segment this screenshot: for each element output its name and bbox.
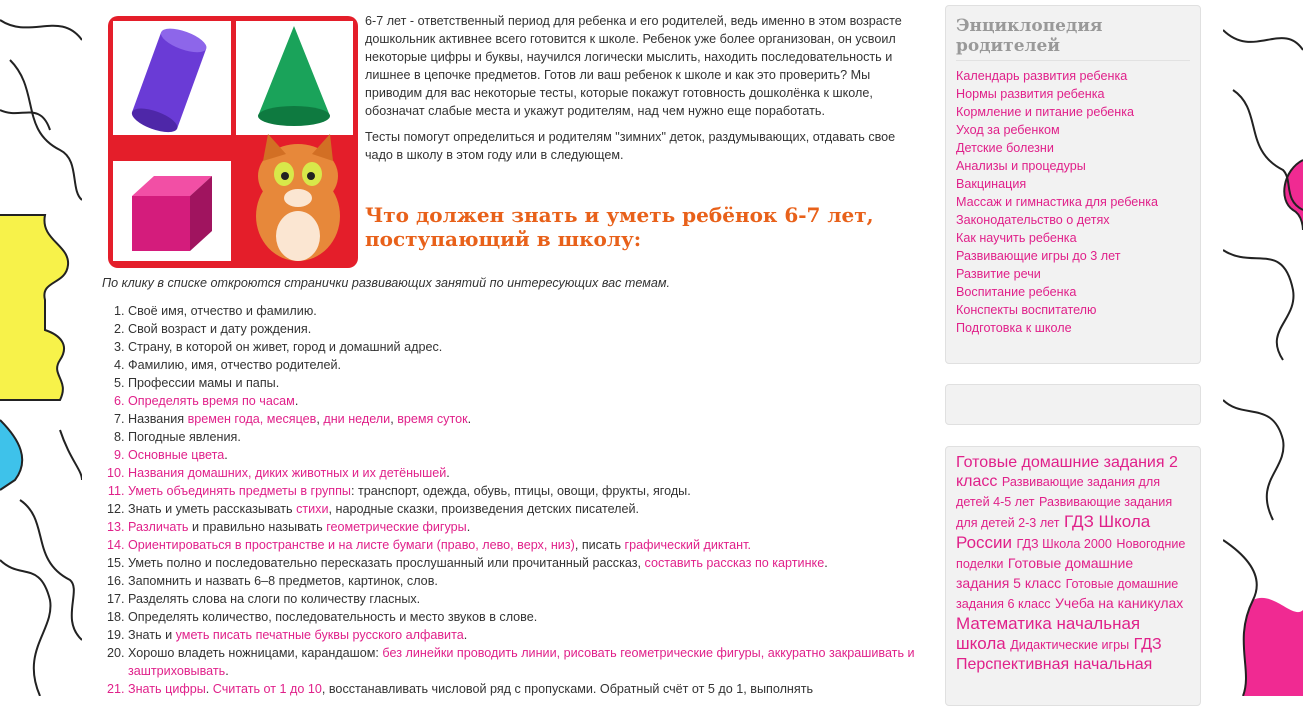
distinguish-link[interactable]: Различать (128, 520, 189, 534)
list-item (128, 392, 928, 410)
list-item-text: Названия (128, 412, 188, 426)
list-item-text: : транспорт, одежда, обувь, птицы, овощи, фрукты, ягоды. (350, 484, 691, 498)
list-item (128, 356, 928, 374)
list-item-text: Уметь полно и последовательно пересказать прослушанный или прочитанный рассказ, (128, 556, 645, 570)
tag-link[interactable]: ГДЗ Школа России (956, 512, 1151, 552)
clock-time-link[interactable]: Определять время по часам (128, 394, 295, 408)
list-item-text: Погодные явления. (128, 430, 241, 444)
sidebar-link-vaccination[interactable]: Вакцинация (956, 177, 1027, 191)
tag-link[interactable]: ГДЗ (1133, 636, 1162, 653)
list-item-text: , (390, 412, 398, 426)
graphic-dictation-link[interactable]: графический диктант. (624, 538, 751, 552)
list-item (128, 536, 928, 554)
list-item-text: Своё имя, отчество и фамилию. (128, 304, 317, 318)
intro-paragraph-2: Тесты помогут определиться и родителям "зимних" деток, раздумывающих, отдавать свое чадо в школу в этом году или в следующем. (365, 130, 896, 162)
sidebar-link-games[interactable]: Развивающие игры до 3 лет (956, 249, 1121, 263)
list-item-text: Знать и (128, 628, 176, 642)
list-item-text: Хорошо владеть ножницами, карандашом: (128, 646, 383, 660)
tag-link[interactable]: Готовые домашние задания 6 класс (956, 577, 1179, 611)
list-item-text: . (225, 664, 229, 678)
list-item (128, 302, 928, 320)
list-item-text: . (466, 520, 471, 534)
list-item-text: Разделять слова на слоги по количеству гласных. (128, 592, 421, 606)
grouping-objects-link[interactable]: Уметь объединять предметы в группы (128, 484, 351, 498)
list-item (128, 590, 928, 608)
list-item (128, 554, 928, 572)
list-item-text: . (294, 394, 299, 408)
list-item (128, 482, 928, 500)
sidebar-link-diseases[interactable]: Детские болезни (956, 141, 1054, 155)
list-item (128, 572, 928, 590)
list-item (128, 500, 928, 518)
sidebar-link-speech[interactable]: Развитие речи (956, 267, 1041, 281)
tag-link[interactable]: Развивающие задания для детей 2-3 лет (956, 495, 1173, 530)
sidebar-link-massage[interactable]: Массаж и гимнастика для ребенка (956, 195, 1159, 209)
tag-link[interactable]: Перспективная начальная (956, 656, 1153, 673)
list-item (128, 446, 928, 464)
tag-link[interactable]: Готовые домашние задания 5 класс (956, 555, 1134, 591)
know-digits-link[interactable]: Знать цифры (128, 682, 206, 696)
list-item-text: , народные сказки, произведения детских писателей. (328, 502, 640, 516)
list-item (128, 374, 928, 392)
sidebar-link-tests[interactable]: Анализы и процедуры (956, 159, 1086, 173)
count-to-ten-link[interactable]: Считать от 1 до 10 (212, 682, 322, 696)
tag-cloud-widget (945, 446, 1201, 706)
list-item-text: , (316, 412, 324, 426)
seasons-months-link[interactable]: времен года, месяцев (187, 412, 317, 426)
list-item-text: . (467, 412, 472, 426)
parents-encyclopedia-widget (945, 5, 1201, 364)
weekdays-link[interactable]: дни недели (323, 412, 391, 426)
list-item-text: Определять количество, последовательность и место звуков в слове. (128, 610, 538, 624)
widget-title: Энциклопедия родителей (956, 16, 1190, 61)
list-item (128, 338, 928, 356)
list-item (128, 680, 928, 698)
time-of-day-link[interactable]: время суток (397, 412, 468, 426)
sidebar-link-lesson-plans[interactable]: Конспекты воспитателю (956, 303, 1097, 317)
tag-link[interactable]: Развивающие задания для детей 4-5 лет (956, 475, 1161, 509)
list-item-text: . (446, 466, 450, 480)
list-item-text: Запомнить и назвать 6–8 предметов, картинок, слов. (128, 574, 438, 588)
list-item-text: . (463, 628, 468, 642)
puzzle-background-right (1223, 0, 1303, 696)
list-item-text: Страну, в которой он живет, город и домашний адрес. (128, 340, 443, 354)
page-wrapper (82, 0, 1223, 696)
intro-text (365, 12, 925, 172)
sidebar-link-school-prep[interactable]: Подготовка к школе (956, 321, 1072, 335)
sidebar (945, 5, 1201, 706)
poems-link[interactable]: стихи (296, 502, 329, 516)
list-item-text: . (205, 682, 213, 696)
list-item (128, 464, 928, 482)
list-item (128, 428, 928, 446)
puzzle-background-left (0, 0, 82, 696)
sidebar-link-legislation[interactable]: Законодательство о детях (956, 213, 1110, 227)
list-item (128, 608, 928, 626)
tag-link[interactable]: Учеба на каникулах (1055, 595, 1184, 611)
sidebar-link-upbringing[interactable]: Воспитание ребенка (956, 285, 1077, 299)
basic-colors-link[interactable]: Основные цвета (128, 448, 225, 462)
list-item-text: Профессии мамы и папы. (128, 376, 280, 390)
list-item-text: . (824, 556, 828, 570)
empty-widget (945, 384, 1201, 425)
tag-link[interactable]: Математика начальная школа (956, 614, 1141, 653)
list-item-text: , писать (574, 538, 625, 552)
list-item-text: , восстанавливать числовой ряд с пропусками. Обратный счёт от 5 до 1, выполнять (321, 682, 814, 696)
sidebar-link-child-care[interactable]: Уход за ребенком (956, 123, 1060, 137)
list-item (128, 644, 928, 680)
geometric-shapes-cat-illustration (108, 16, 358, 268)
list-item-text: Знать и уметь рассказывать (128, 502, 297, 516)
tag-link[interactable]: ГДЗ Школа 2000 (1016, 537, 1112, 551)
list-item (128, 626, 928, 644)
print-letters-link[interactable]: уметь писать печатные буквы русского алфавита (175, 628, 464, 642)
list-item-text: Фамилию, имя, отчество родителей. (128, 358, 341, 372)
list-item (128, 518, 928, 536)
list-item-text: . (224, 448, 228, 462)
tag-link[interactable]: Новогодние поделки (956, 537, 1186, 571)
tag-link[interactable]: Готовые домашние задания 2 класс (956, 454, 1178, 490)
skills-list (102, 302, 928, 698)
intro-paragraph-1: 6-7 лет - ответственный период для ребенка и его родителей, ведь именно в этом возрасте дошкольник активнее всего готовится к школе. Ребенок уже более организован, он усвоил некоторые цифры и буквы, научился логически мыслить, находить последовательность и лишнее в цепочке предметов. Готов ли ваш ребенок к школе и как это проверить? Мы приводим для вас некоторые тесты, которые покажут готовность дошколёнка к школе, обозначат слабые места и укажут родителям, над чем нужно еще поработать. (365, 14, 902, 118)
picture-story-link[interactable]: составить рассказ по картинке (644, 556, 825, 570)
list-item (128, 320, 928, 338)
list-caption: По клику в списке откроются странички развивающих занятий по интересующих вас темам. (102, 276, 671, 290)
animals-link[interactable]: Названия домашних, диких животных и их детёнышей (128, 466, 447, 480)
section-headline: Что должен знать и уметь ребёнок 6-7 лет, поступающий в школу: (365, 203, 874, 251)
sidebar-link-development-calendar[interactable]: Календарь развития ребенка (956, 69, 1128, 83)
list-item-text: и правильно называть (188, 520, 327, 534)
spatial-orientation-link[interactable]: Ориентироваться в пространстве и на листе бумаги (право, лево, верх, низ) (128, 538, 575, 552)
geometric-shapes-link[interactable]: геометрические фигуры (326, 520, 467, 534)
list-item (128, 410, 928, 428)
tag-link[interactable]: Дидактические игры (1010, 638, 1130, 652)
drawing-lines-link[interactable]: без линейки проводить линии, рисовать геометрические фигуры, аккуратно закрашивать и заштриховывать (128, 646, 915, 678)
list-item-text: Свой возраст и дату рождения. (128, 322, 312, 336)
encyclopedia-links (956, 67, 1190, 337)
sidebar-link-feeding[interactable]: Кормление и питание ребенка (956, 105, 1135, 119)
sidebar-link-development-norms[interactable]: Нормы развития ребенка (956, 87, 1105, 101)
sidebar-link-how-to-teach[interactable]: Как научить ребенка (956, 231, 1077, 245)
